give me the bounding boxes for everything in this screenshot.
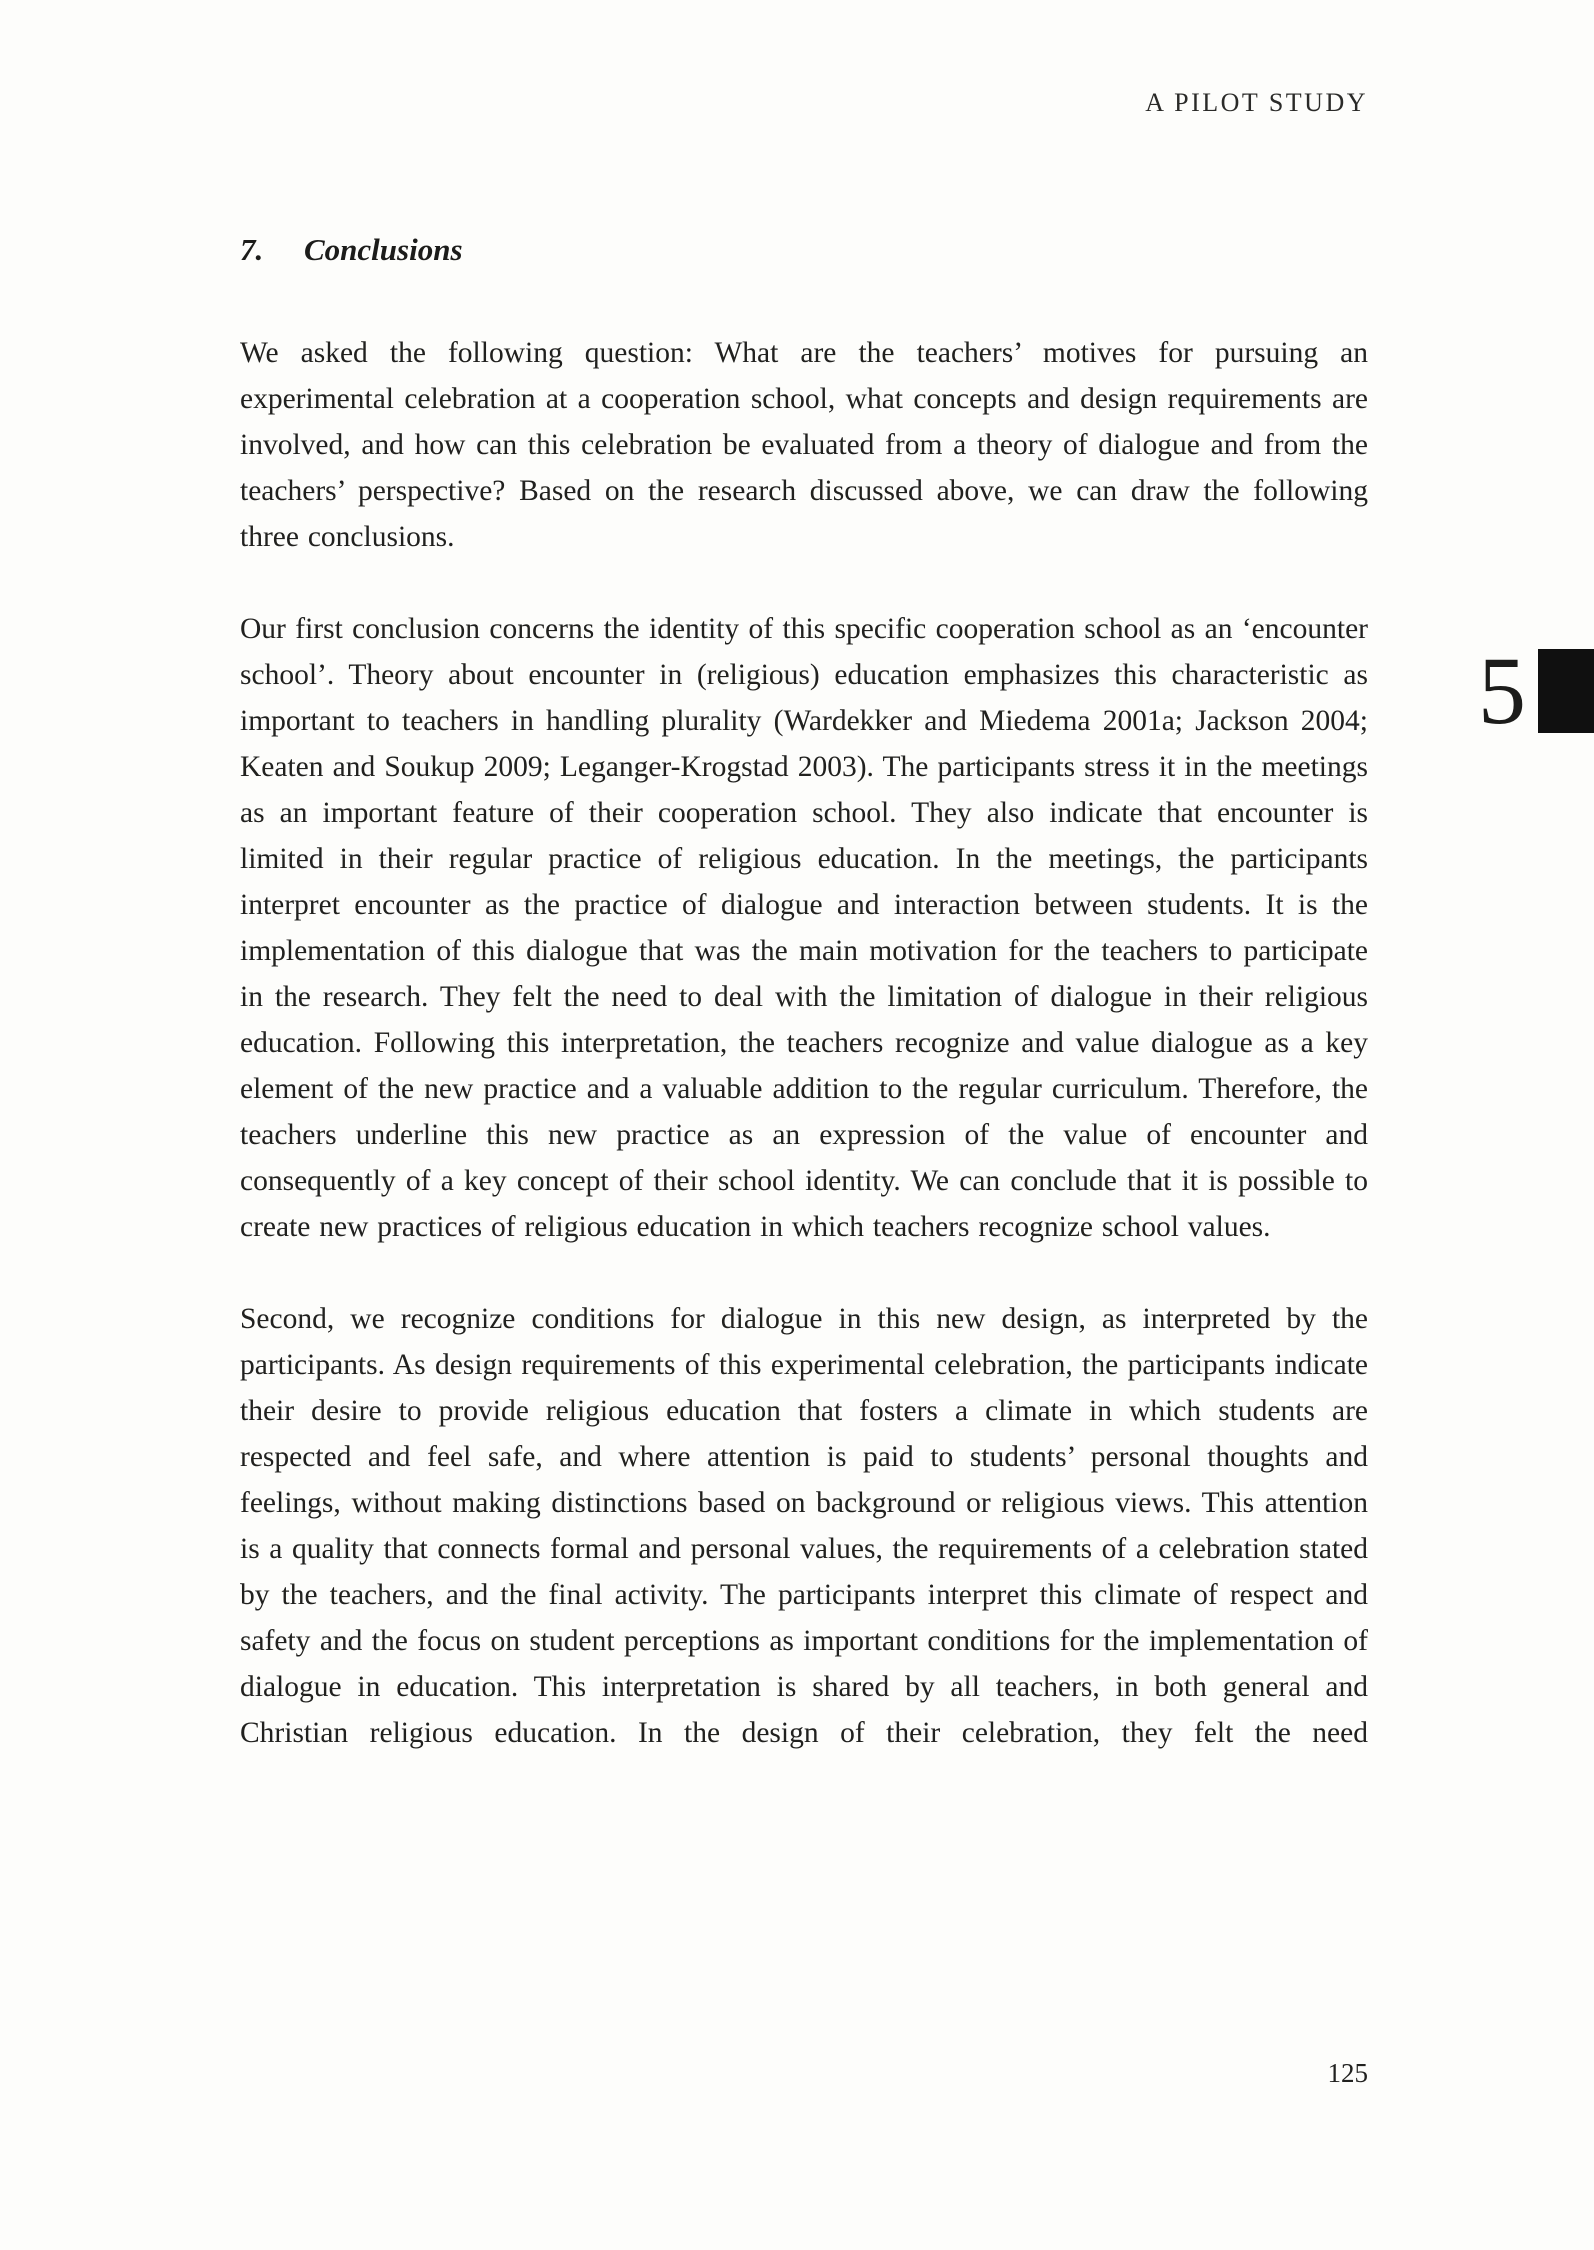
chapter-tab-bar (1538, 649, 1594, 733)
paragraph-3: Second, we recognize conditions for dialogue in this new design, as interpreted by the participants. As design requirements of this experimental celebration, the participants indicate their desire to provide religious education that fosters a climate in which students are respected and feel safe, and where attention is paid to students’ personal thoughts and feelings, without making distinctions based on background or religious views. This attention is a quality that connects formal and personal values, the requirements of a celebration stated by the teachers, and the final activity. The participants interpret this climate of respect and safety and the focus on student perceptions as important conditions for the implementation of dialogue in education. This interpretation is shared by all teachers, in both general and Christian religious education. In the design of their celebration, they felt the need (240, 1303, 1368, 1749)
chapter-tab (1478, 637, 1594, 744)
section-heading (240, 232, 1368, 268)
page-content (240, 232, 1368, 1756)
paragraph-1: We asked the following question: What are the teachers’ motives for pursuing an experimental celebration at a cooperation school, what concepts and design requirements are involved, and how can this celebration be evaluated from a theory of dialogue and from the teachers’ perspective? Based on the research discussed above, we can draw the following three conclusions. (240, 337, 1368, 553)
page-number: 125 (1327, 2058, 1368, 2088)
paragraph-2: Our first conclusion concerns the identity of this specific cooperation school as an ‘encounter school’. Theory about encounter in (religious) education emphasizes this characteristic as important to teachers in handling plurality (Wardekker and Miedema 2001a; Jackson 2004; Keaten and Soukup 2009; Leganger-Krogstad 2003). The participants stress it in the meetings as an important feature of their cooperation school. They also indicate that encounter is limited in their regular practice of religious education. In the meetings, the participants interpret encounter as the practice of dialogue and interaction between students. It is the implementation of this dialogue that was the main motivation for the teachers to participate in the research. They felt the need to deal with the limitation of dialogue in their religious education. Following this interpretation, the teachers recognize and value dialogue as a key element of the new practice and a valuable addition to the regular curriculum. Therefore, the teachers underline this new practice as an expression of the value of encounter and consequently of a key concept of their school identity. We can conclude that it is possible to create new practices of religious education in which teachers recognize school values. (240, 613, 1368, 1243)
section-number: 7. (240, 232, 264, 267)
running-head: A PILOT STUDY (1145, 88, 1368, 117)
section-title: Conclusions (304, 232, 463, 267)
chapter-number: 5 (1478, 637, 1526, 744)
